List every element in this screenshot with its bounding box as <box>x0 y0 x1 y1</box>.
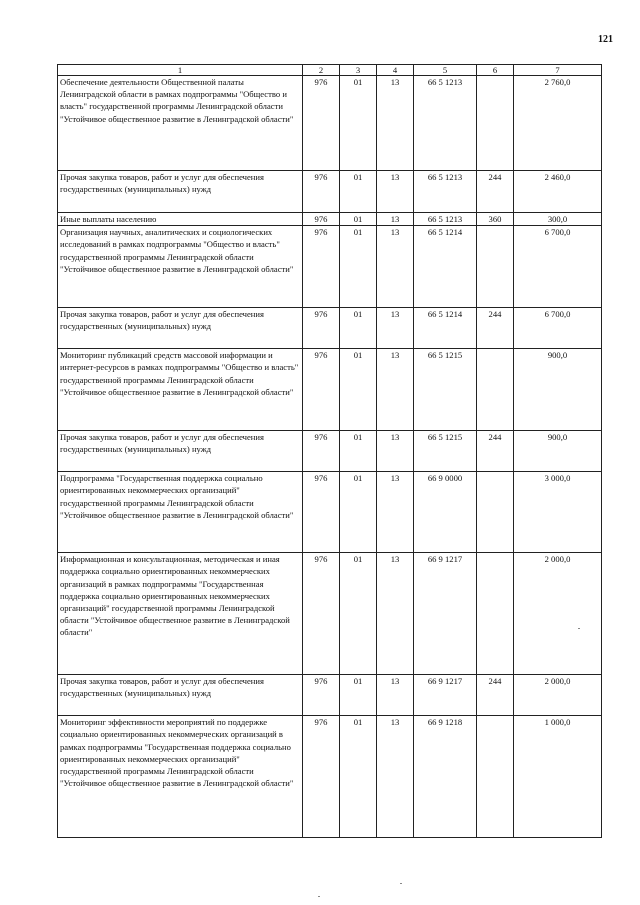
cell-section: 01 <box>340 675 377 716</box>
cell-ministry: 976 <box>303 213 340 226</box>
cell-subsection: 13 <box>377 675 414 716</box>
table-row <box>58 675 602 716</box>
row-name: Прочая закупка товаров, работ и услуг для обеспечения государственных (муниципальных) нужд <box>58 675 303 716</box>
cell-expense-type: 244 <box>477 308 514 349</box>
scan-speck <box>400 883 402 884</box>
cell-ministry: 976 <box>303 553 340 675</box>
cell-section: 01 <box>340 213 377 226</box>
table-row <box>58 553 602 675</box>
cell-expense-type <box>477 472 514 553</box>
cell-target-article: 66 9 1218 <box>414 716 477 838</box>
table-row <box>58 431 602 472</box>
cell-section: 01 <box>340 716 377 838</box>
cell-amount: 1 000,0 <box>514 716 602 838</box>
table-row <box>58 349 602 431</box>
row-name: Иные выплаты населению <box>58 213 303 226</box>
cell-section: 01 <box>340 308 377 349</box>
row-name: Прочая закупка товаров, работ и услуг для обеспечения государственных (муниципальных) нужд <box>58 171 303 213</box>
cell-expense-type: 244 <box>477 431 514 472</box>
cell-ministry: 976 <box>303 431 340 472</box>
column-header: 5 <box>414 65 477 76</box>
cell-target-article: 66 5 1214 <box>414 226 477 308</box>
cell-ministry: 976 <box>303 76 340 171</box>
table-row <box>58 226 602 308</box>
cell-section: 01 <box>340 431 377 472</box>
cell-subsection: 13 <box>377 76 414 171</box>
cell-subsection: 13 <box>377 472 414 553</box>
cell-amount: 2 760,0 <box>514 76 602 171</box>
cell-amount: 900,0 <box>514 349 602 431</box>
table-row <box>58 472 602 553</box>
cell-ministry: 976 <box>303 308 340 349</box>
row-name: Организация научных, аналитических и социологических исследований в рамках подпрограммы "Общество и власть" государственной программы Ленинградской области "Устойчивое общественное развитие в Ленинградской области" <box>58 226 303 308</box>
cell-target-article: 66 9 1217 <box>414 675 477 716</box>
cell-section: 01 <box>340 349 377 431</box>
page-number: 121 <box>598 34 613 45</box>
header-row <box>58 65 602 76</box>
table-row <box>58 171 602 213</box>
cell-ministry: 976 <box>303 472 340 553</box>
table-row <box>58 716 602 838</box>
cell-expense-type: 244 <box>477 675 514 716</box>
scan-speck <box>318 896 320 897</box>
cell-amount: 2 000,0 <box>514 675 602 716</box>
row-name: Мониторинг эффективности мероприятий по поддержке социально ориентированных некоммерческих организаций в рамках подпрограммы "Государственная поддержка социально ориентированных некоммерческих организаций" государственной программы Ленинградской области "Устойчивое общественное развитие в Ленинградской области" <box>58 716 303 838</box>
cell-expense-type <box>477 716 514 838</box>
cell-amount: 3 000,0 <box>514 472 602 553</box>
cell-target-article: 66 5 1215 <box>414 431 477 472</box>
row-name: Прочая закупка товаров, работ и услуг для обеспечения государственных (муниципальных) нужд <box>58 431 303 472</box>
column-header: 2 <box>303 65 340 76</box>
cell-amount: 6 700,0 <box>514 226 602 308</box>
cell-subsection: 13 <box>377 349 414 431</box>
table-row <box>58 213 602 226</box>
column-header: 7 <box>514 65 602 76</box>
row-name: Мониторинг публикаций средств массовой информации и интернет-ресурсов в рамках подпрограммы "Общество и власть" государственной программы Ленинградской области "Устойчивое общественное развитие в Ленинградской области" <box>58 349 303 431</box>
cell-section: 01 <box>340 76 377 171</box>
cell-target-article: 66 5 1213 <box>414 171 477 213</box>
column-header: 1 <box>58 65 303 76</box>
row-name: Прочая закупка товаров, работ и услуг для обеспечения государственных (муниципальных) нужд <box>58 308 303 349</box>
cell-ministry: 976 <box>303 716 340 838</box>
cell-ministry: 976 <box>303 226 340 308</box>
cell-subsection: 13 <box>377 171 414 213</box>
cell-expense-type <box>477 553 514 675</box>
cell-amount: 900,0 <box>514 431 602 472</box>
cell-section: 01 <box>340 553 377 675</box>
column-header: 4 <box>377 65 414 76</box>
cell-section: 01 <box>340 226 377 308</box>
cell-target-article: 66 5 1214 <box>414 308 477 349</box>
cell-amount: 300,0 <box>514 213 602 226</box>
row-name: Информационная и консультационная, методическая и иная поддержка социально ориентированных некоммерческих организаций в рамках подпрограммы "Государственная поддержка социально ориентированных некоммерческих организаций" государственной программы Ленинградской области "Устойчивое общественное развитие в Ленинградской области" <box>58 553 303 675</box>
cell-amount: 6 700,0 <box>514 308 602 349</box>
cell-target-article: 66 9 1217 <box>414 553 477 675</box>
cell-subsection: 13 <box>377 431 414 472</box>
cell-target-article: 66 5 1213 <box>414 76 477 171</box>
cell-subsection: 13 <box>377 308 414 349</box>
table-row <box>58 76 602 171</box>
cell-expense-type <box>477 349 514 431</box>
cell-expense-type <box>477 76 514 171</box>
cell-target-article: 66 5 1215 <box>414 349 477 431</box>
cell-target-article: 66 5 1213 <box>414 213 477 226</box>
cell-ministry: 976 <box>303 349 340 431</box>
cell-section: 01 <box>340 472 377 553</box>
cell-subsection: 13 <box>377 716 414 838</box>
table-row <box>58 308 602 349</box>
cell-subsection: 13 <box>377 213 414 226</box>
cell-amount: 2 000,0 <box>514 553 602 675</box>
scan-speck <box>578 628 580 629</box>
row-name: Обеспечение деятельности Общественной палаты Ленинградской области в рамках подпрограммы "Общество и власть" государственной программы Ленинградской области "Устойчивое общественное развитие в Ленинградской области" <box>58 76 303 171</box>
budget-table <box>57 64 602 838</box>
cell-expense-type: 360 <box>477 213 514 226</box>
row-name: Подпрограмма "Государственная поддержка социально ориентированных некоммерческих организаций" государственной программы Ленинградской области "Устойчивое общественное развитие в Ленинградской области" <box>58 472 303 553</box>
cell-target-article: 66 9 0000 <box>414 472 477 553</box>
cell-amount: 2 460,0 <box>514 171 602 213</box>
cell-ministry: 976 <box>303 675 340 716</box>
column-header: 6 <box>477 65 514 76</box>
cell-expense-type <box>477 226 514 308</box>
cell-subsection: 13 <box>377 553 414 675</box>
cell-ministry: 976 <box>303 171 340 213</box>
column-header: 3 <box>340 65 377 76</box>
cell-subsection: 13 <box>377 226 414 308</box>
cell-section: 01 <box>340 171 377 213</box>
cell-expense-type: 244 <box>477 171 514 213</box>
